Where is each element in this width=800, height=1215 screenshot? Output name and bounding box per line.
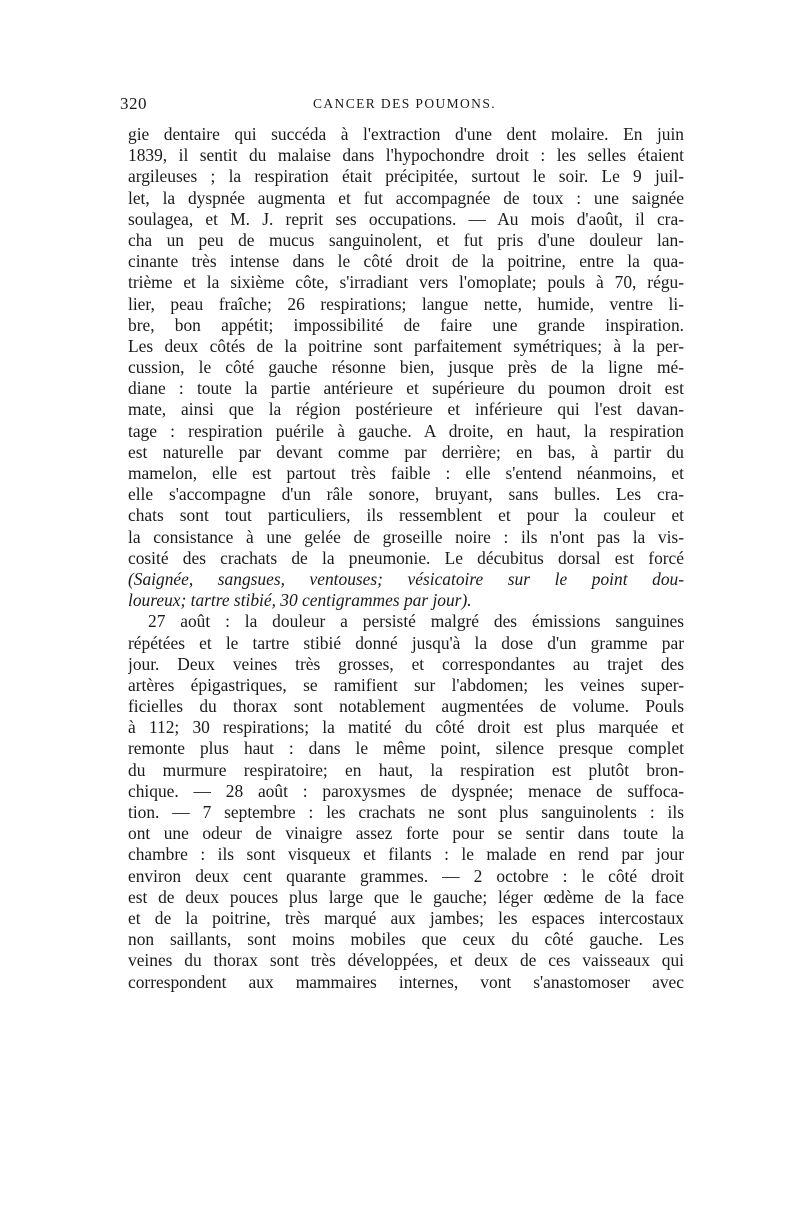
text-line: argileuses ; la respiration était précipitée, surtout le soir. Le 9 juil- [128,166,684,187]
body-text [128,124,684,993]
text-line: du murmure respiratoire; en haut, la respiration est plutôt bron- [128,759,684,780]
book-page [120,94,684,993]
page-header [120,94,684,120]
text-line: lier, peau fraîche; 26 respirations; langue nette, humide, ventre li- [128,293,684,314]
text-line: 27 août : la douleur a persisté malgré des émissions sanguines [148,611,684,632]
text-line: loureux; tartre stibié, 30 centigrammes par jour). [128,590,472,611]
text-line: cussion, le côté gauche résonne bien, jusque près de la ligne mé- [128,357,684,378]
text-line: bre, bon appétit; impossibilité de faire une grande inspiration. [128,314,684,335]
text-line: est de deux pouces plus large que le gauche; léger œdème de la face [128,886,684,907]
running-title: CANCER DES POUMONS. [313,96,497,111]
text-line: artères épigastriques, se ramifient sur l'abdomen; les veines super- [128,674,684,695]
text-line: à 112; 30 respirations; la matité du côté droit est plus marquée et [128,717,684,738]
text-line: chambre : ils sont visqueux et filants : le malade en rend par jour [128,844,684,865]
text-line: Les deux côtés de la poitrine sont parfaitement symétriques; à la per- [128,335,684,356]
text-line: cinante très intense dans le côté droit de la poitrine, entre la qua- [128,251,684,272]
text-line: non saillants, sont moins mobiles que ceux du côté gauche. Les [128,929,684,950]
text-line: environ deux cent quarante grammes. — 2 octobre : le côté droit [128,865,684,886]
text-line: tion. — 7 septembre : les crachats ne sont plus sanguinolents : ils [128,802,684,822]
text-line: veines du thorax sont très développées, et deux de ces vaisseaux qui [128,950,684,971]
text-line: jour. Deux veines très grosses, et correspondantes au trajet des [128,653,684,674]
page-number: 320 [120,94,147,113]
text-line: gie dentaire qui succéda à l'extraction d'une dent molaire. En juin [128,124,684,144]
text-line: mamelon, elle est partout très faible : elle s'entend néanmoins, et [128,463,684,483]
text-line: diane : toute la partie antérieure et supérieure du poumon droit est [128,378,684,399]
text-line: mate, ainsi que la région postérieure et inférieure qui l'est davan- [128,399,684,420]
text-line: ont une odeur de vinaigre assez forte pour se sentir dans toute la [128,823,684,844]
text-line: ficielles du thorax sont notablement augmentées de volume. Pouls [128,696,684,717]
text-line: let, la dyspnée augmenta et fut accompagnée de toux : une saignée [128,187,684,208]
text-line: chique. — 28 août : paroxysmes de dyspnée; menace de suffoca- [128,780,684,801]
text-line: remonte plus haut : dans le même point, silence presque complet [128,738,684,759]
text-line: elle s'accompagne d'un râle sonore, bruyant, sans bulles. Les cra- [128,484,684,505]
text-line: (Saignée, sangsues, ventouses; vésicatoire sur le point dou- [128,568,684,589]
text-line: 1839, il sentit du malaise dans l'hypochondre droit : les selles étaient [128,145,684,166]
text-line: tage : respiration puérile à gauche. A droite, en haut, la respiration [128,420,684,441]
text-line: cha un peu de mucus sanguinolent, et fut pris d'une douleur lan- [128,229,684,250]
text-line: et de la poitrine, très marqué aux jambes; les espaces intercostaux [128,907,684,928]
text-line: cosité des crachats de la pneumonie. Le décubitus dorsal est forcé [128,547,684,568]
text-line: soulagea, et M. J. reprit ses occupations. — Au mois d'août, il cra- [128,208,684,229]
text-line: correspondent aux mammaires internes, vont s'anastomoser avec [128,971,684,992]
text-line: chats sont tout particuliers, ils ressemblent et pour la couleur et [128,505,684,526]
text-line: est naturelle par devant comme par derrière; en bas, à partir du [128,441,684,462]
text-line: répétées et le tartre stibié donné jusqu'à la dose d'un gramme par [128,632,684,653]
text-line: trième et la sixième côte, s'irradiant vers l'omoplate; pouls à 70, régu- [128,272,684,293]
text-line: la consistance à une gelée de groseille noire : ils n'ont pas la vis- [128,526,684,547]
